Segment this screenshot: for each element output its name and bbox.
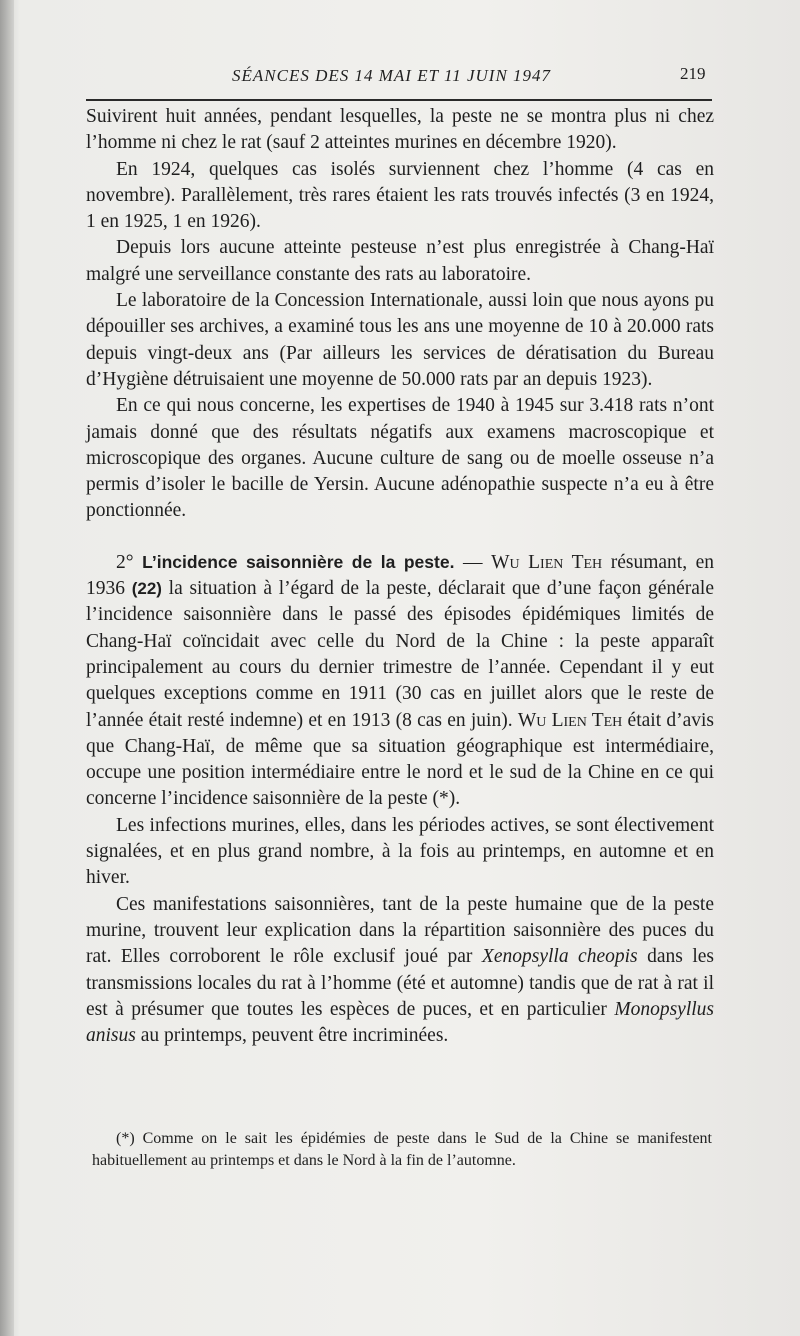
paragraph-1: Suivirent huit années, pendant lesquelles, la peste ne se montra plus ni chez l’homme ni chez le rat (sauf 2 atteintes murines en décembre 1920). — [86, 106, 714, 154]
paragraph-8-text-b: dans les transmissions locales du rat à l’homme (été et automne) tandis que de rat à rat il est à présumer que toutes les espèces de puces, et en particulier — [86, 946, 715, 1020]
paragraph-8-text-a: Ces manifestations saisonnières, tant de la peste humaine que de la peste murine, trouvent leur explication dans la répartition saisonnière des puces du rat. Elles corroborent le rôle exclusif joué par — [86, 893, 714, 968]
species-name: Xenopsylla cheopis — [481, 946, 638, 968]
page-number: 219 — [680, 64, 706, 83]
section-2-paragraph — [86, 549, 714, 813]
reference-number: (22) — [131, 579, 162, 599]
section-2-text-c: était d’avis que Chang-Haï, de même que sa situation géographique est intermédiaire, occupe une position intermédiaire entre le nord et le sud de la Chine en ce qui concerne l’incidence saisonnière de la peste (*). — [86, 709, 715, 810]
footnote — [92, 1128, 712, 1172]
footnote-text: (*) Comme on le sait les épidémies de peste dans le Sud de la Chine se manifestent habituellement au printemps et dans le Nord à la fin de l’automne. — [92, 1130, 712, 1169]
header-rule — [86, 99, 712, 101]
section-heading: L’incidence saisonnière de la peste. — [142, 551, 455, 572]
section-2-text-b: la situation à l’égard de la peste, déclarait que d’une façon générale l’incidence saisonnière dans le passé des épisodes épidémiques limités de Chang-Haï coïncidait avec celle du Nord de la Chine : la peste apparaît principalement au cours du dernier trimestre de l’année. Cependant il y eut quelques exceptions comme en 1911 (30 cas en juillet alors que le reste de l’année était resté indemne) et en 1913 (8 cas en juin). — [86, 578, 715, 731]
paragraph-5: En ce qui nous concerne, les expertises de 1940 à 1945 sur 3.418 rats n’ont jamais donné que des résultats négatifs aux examens macroscopique et microscopique des organes. Aucune culture de sang ou de moelle osseuse n’a permis d’isoler le bacille de Yersin. Aucune adénopathie suspecte n’a eu à être ponctionnée. — [86, 395, 714, 522]
paragraph-8 — [86, 892, 714, 1050]
body-text — [86, 104, 714, 1049]
paragraph-2: En 1924, quelques cas isolés surviennent chez l’homme (4 cas en novembre). Parallèlement, très rares étaient les rats trouvés infectés (3 en 1924, 1 en 1925, 1 en 1926). — [86, 158, 714, 233]
paragraph-8-text-c: au printemps, peuvent être incriminées. — [140, 1025, 449, 1047]
paragraph-3: Depuis lors aucune atteinte pesteuse n’est plus enregistrée à Chang-Haï malgré une serveillance constante des rats au laboratoire. — [86, 237, 714, 285]
em-dash: — — [463, 551, 483, 573]
running-head — [0, 62, 800, 92]
author-name: Wu Lien Teh — [491, 551, 603, 573]
author-name: Wu Lien Teh — [517, 709, 623, 731]
paragraph-4: Le laboratoire de la Concession Internationale, aussi loin que nous ayons pu dépouiller ses archives, a examiné tous les ans une moyenne de 10 à 20.000 rats depuis vingt-deux ans (Par ailleurs les services de dératisation du Bureau d’Hygiène détruisaient une moyenne de 50.000 rats par an depuis 1923). — [86, 290, 714, 390]
section-number: 2° — [116, 551, 134, 573]
running-title: SÉANCES DES 14 MAI ET 11 JUIN 1947 — [232, 66, 552, 85]
paragraph-7: Les infections murines, elles, dans les périodes actives, se sont électivement signalées, et en plus grand nombre, à la fois au printemps, en automne et en hiver. — [86, 814, 714, 889]
species-name: Monopsyllus anisus — [86, 998, 715, 1047]
section-2-text-a: résumant, en 1936 — [86, 551, 715, 600]
page-binding-shadow — [0, 0, 14, 1336]
